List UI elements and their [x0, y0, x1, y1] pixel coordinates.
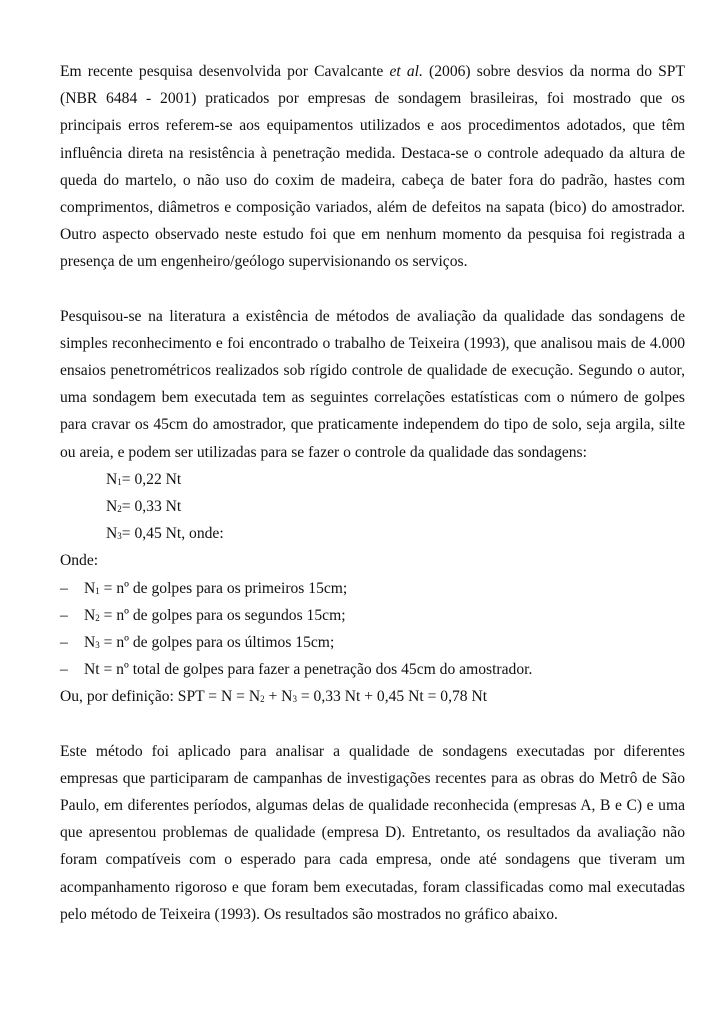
dash-bullet: – [60, 634, 68, 652]
definition-var: N [84, 579, 96, 597]
formula-n3 [60, 520, 685, 547]
document-page [60, 58, 685, 928]
definition-sub: 3 [95, 640, 100, 651]
formula-sub: 1 [117, 476, 122, 487]
dash-bullet: – [60, 579, 68, 597]
definition-text: = nº total de golpes para fazer a penetração dos 45cm do amostrador. [99, 661, 533, 679]
formula-sub: 2 [117, 504, 122, 515]
dash-bullet: – [60, 661, 68, 679]
formula-n1 [60, 466, 685, 493]
definition-text: = nº de golpes para os segundos 15cm; [99, 606, 346, 624]
spt-mid: + N [264, 688, 293, 706]
spt-prefix: Ou, por definição: SPT = N = N [60, 688, 261, 706]
paragraph-gap [60, 276, 685, 303]
definition-n2 [60, 602, 685, 629]
et-al-italic: et al. [389, 63, 423, 80]
definition-nt [60, 656, 685, 683]
formula-var: N [106, 498, 118, 516]
spt-definition-line [60, 683, 685, 710]
formula-block [60, 466, 685, 548]
formula-rhs: = 0,45 Nt, onde: [121, 525, 224, 543]
formula-rhs: = 0,22 Nt [121, 470, 182, 488]
dash-bullet: – [60, 606, 68, 624]
spt-sub-b: 3 [292, 694, 297, 705]
definition-sub: 2 [95, 612, 100, 623]
paragraph-text: Em recente pesquisa desenvolvida por Cavalcante [60, 63, 390, 80]
definition-text: = nº de golpes para os últimos 15cm; [99, 634, 335, 652]
spt-suffix: = 0,33 Nt + 0,45 Nt = 0,78 Nt [296, 688, 488, 706]
definition-n3 [60, 629, 685, 656]
definition-var: N [84, 634, 96, 652]
definition-list [60, 575, 685, 684]
definition-sub: 1 [95, 585, 100, 596]
formula-n2 [60, 493, 685, 520]
spt-sub-a: 2 [260, 694, 265, 705]
definition-var: N [84, 606, 96, 624]
onde-label: Onde: [60, 552, 99, 570]
definition-n1 [60, 575, 685, 602]
paragraph-text: (2006) sobre desvios da norma do SPT (NBR 6484 - 2001) praticados por empresas de sondagem brasileiras, foi mostrado que os principais erros referem-se aos equipamentos utilizados e aos procedimentos adotados, que têm influência direta na resistência à penetração medida. Destaca-se o controle adequado da altura de queda do martelo, o não uso do coxim de madeira, cabeça de bater fora do padrão, hastes com comprimentos, diâmetros e composição variados, além de defeitos na sapata (bico) do amostrador. Outro aspecto observado neste estudo foi que em nenhum momento da pesquisa foi registrada a presença de um engenheiro/geólogo supervisionando os serviços. [60, 63, 685, 271]
definition-var: Nt [84, 661, 100, 679]
paragraph-gap [60, 711, 685, 738]
formula-var: N [106, 525, 118, 543]
formula-rhs: = 0,33 Nt [121, 498, 182, 516]
definition-text: = nº de golpes para os primeiros 15cm; [99, 579, 348, 597]
formula-sub: 3 [117, 531, 122, 542]
paragraph-cavalcante [60, 58, 685, 276]
paragraph-teixeira: Pesquisou-se na literatura a existência de métodos de avaliação da qualidade das sondagens de simples reconhecimento e foi encontrado o trabalho de Teixeira (1993), que analisou mais de 4.000 ensaios penetrométricos realizados sob rígido controle de qualidade de execução. Segundo o autor, uma sondagem bem executada tem as seguintes correlações estatísticas com o número de golpes para cravar os 45cm do amostrador, que praticamente independem do tipo de solo, seja argila, silte ou areia, e podem ser utilizadas para se fazer o controle da qualidade das sondagens: [60, 307, 685, 461]
formula-var: N [106, 470, 118, 488]
paragraph-metro: Este método foi aplicado para analisar a qualidade de sondagens executadas por diferentes empresas que participaram de campanhas de investigações recentes para as obras do Metrô de São Paulo, em diferentes períodos, algumas delas de qualidade reconhecida (empresas A, B e C) e uma que apresentou problemas de qualidade (empresa D). Entretanto, os resultados da avaliação não foram compatíveis com o esperado para cada empresa, onde até sondagens que tiveram um acompanhamento rigoroso e que foram bem executadas, foram classificadas como mal executadas pelo método de Teixeira (1993). Os resultados são mostrados no gráfico abaixo. [60, 742, 685, 923]
